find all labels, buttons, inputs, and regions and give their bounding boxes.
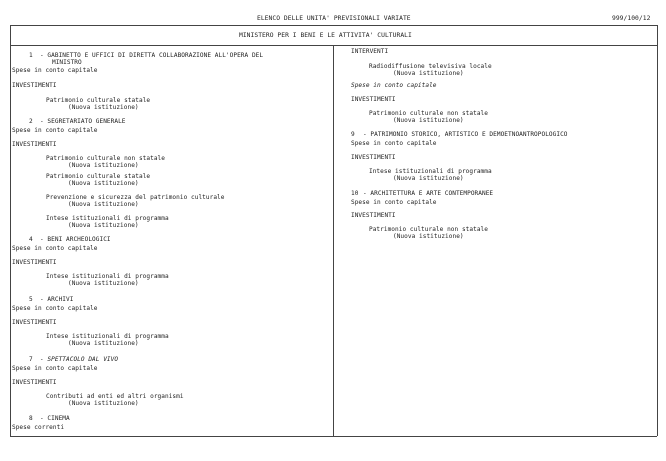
category-heading: INVESTIMENTI xyxy=(12,319,57,326)
item-note: (Nuova istituzione) xyxy=(68,162,139,169)
section-number: 10 xyxy=(351,190,359,197)
table-top-border xyxy=(10,25,657,26)
expense-category: Spese correnti xyxy=(12,424,65,431)
item-name: Radiodiffusione televisiva locale xyxy=(369,63,492,70)
expense-category: Spese in conto capitale xyxy=(12,67,98,74)
item-name: Intese istituzionali di programma xyxy=(46,273,169,280)
item-note: (Nuova istituzione) xyxy=(68,201,139,208)
expense-category: Spese in conto capitale xyxy=(351,140,437,147)
page-title: ELENCO DELLE UNITA' PREVISIONALI VARIATE xyxy=(257,15,411,22)
item-name: Patrimonio culturale statale xyxy=(46,97,151,104)
category-heading: INVESTIMENTI xyxy=(351,212,396,219)
item-note: (Nuova istituzione) xyxy=(68,280,139,287)
table-right-border xyxy=(657,25,658,436)
category-heading: INTERVENTI xyxy=(351,48,389,55)
section-title: - SPETTACOLO DAL VIVO xyxy=(40,356,119,363)
category-heading: INVESTIMENTI xyxy=(12,379,57,386)
item-note: (Nuova istituzione) xyxy=(68,400,139,407)
item-note: (Nuova istituzione) xyxy=(68,340,139,347)
section-number: 7 xyxy=(29,356,33,363)
category-heading: INVESTIMENTI xyxy=(12,82,57,89)
section-title: - BENI ARCHEOLOGICI xyxy=(40,236,111,243)
item-name: Patrimonio culturale statale xyxy=(46,173,151,180)
item-note: (Nuova istituzione) xyxy=(393,70,464,77)
item-note: (Nuova istituzione) xyxy=(68,104,139,111)
section-title: - PATRIMONIO STORICO, ARTISTICO E DEMOETNOANTROPOLOGICO xyxy=(363,131,568,138)
category-heading: INVESTIMENTI xyxy=(351,96,396,103)
expense-category: Spese in conto capitale xyxy=(12,365,98,372)
expense-category: Spese in conto capitale xyxy=(12,245,98,252)
item-note: (Nuova istituzione) xyxy=(393,117,464,124)
item-note: (Nuova istituzione) xyxy=(68,222,139,229)
section-number: 5 xyxy=(29,296,33,303)
section-title: - CINEMA xyxy=(40,415,70,422)
section-number: 4 xyxy=(29,236,33,243)
page-reference: 999/100/12 xyxy=(612,15,651,22)
section-title: - SEGRETARIATO GENERALE xyxy=(40,118,126,125)
section-title-continued: MINISTRO xyxy=(52,59,82,66)
category-heading: INVESTIMENTI xyxy=(12,141,57,148)
table-bottom-border xyxy=(10,436,657,437)
item-note: (Nuova istituzione) xyxy=(393,175,464,182)
section-title: - ARCHITETTURA E ARTE CONTEMPORANEE xyxy=(363,190,494,197)
expense-category: Spese in conto capitale xyxy=(12,127,98,134)
section-number: 9 xyxy=(351,131,355,138)
item-name: Contributi ad enti ed altri organismi xyxy=(46,393,184,400)
category-heading: INVESTIMENTI xyxy=(351,154,396,161)
item-name: Intese istituzionali di programma xyxy=(46,215,169,222)
section-title: - GABINETTO E UFFICI DI DIRETTA COLLABORAZIONE ALL'OPERA DEL xyxy=(40,52,264,59)
item-name: Prevenzione e sicurezza del patrimonio culturale xyxy=(46,194,225,201)
section-number: 2 xyxy=(29,118,33,125)
item-note: (Nuova istituzione) xyxy=(68,180,139,187)
table-left-border xyxy=(10,25,11,436)
section-number: 1 xyxy=(29,52,33,59)
item-name: Intese istituzionali di programma xyxy=(369,168,492,175)
expense-category: Spese in conto capitale xyxy=(12,305,98,312)
item-name: Intese istituzionali di programma xyxy=(46,333,169,340)
ministry-heading: MINISTERO PER I BENI E LE ATTIVITA' CULTURALI xyxy=(239,32,412,39)
expense-category: Spese in conto capitale xyxy=(351,82,437,89)
item-name: Patrimonio culturale non statale xyxy=(369,226,488,233)
item-name: Patrimonio culturale non statale xyxy=(369,110,488,117)
item-name: Patrimonio culturale non statale xyxy=(46,155,165,162)
category-heading: INVESTIMENTI xyxy=(12,259,57,266)
section-number: 8 xyxy=(29,415,33,422)
column-divider xyxy=(333,45,334,436)
expense-category: Spese in conto capitale xyxy=(351,199,437,206)
section-title: - ARCHIVI xyxy=(40,296,74,303)
item-note: (Nuova istituzione) xyxy=(393,233,464,240)
